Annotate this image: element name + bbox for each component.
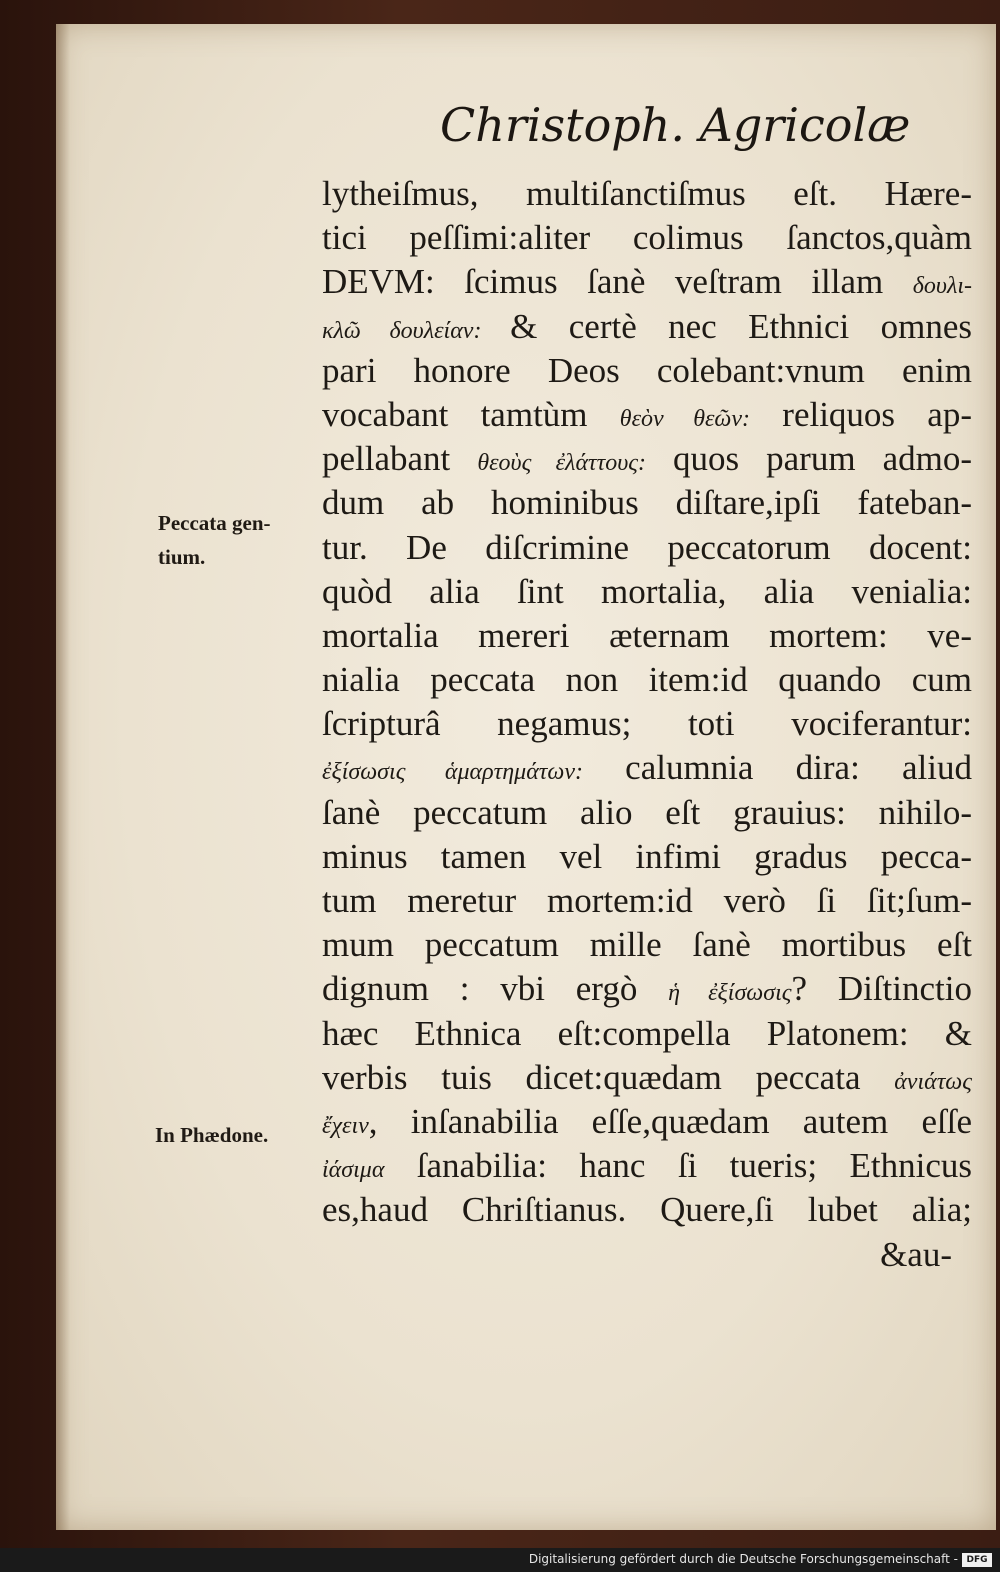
page-gutter-shadow [56,24,70,1530]
latin-text: dum ab hominibus diſtare,ipſi fateban- [322,483,972,523]
latin-text: mortalia mereri æternam mortem: ve- [322,615,972,655]
greek-phrase: ἐξίσωσις ἁμαρτημάτων: [322,759,583,786]
latin-text: ſcripturâ negamus; toti vociferantur: [322,704,972,744]
body-text [322,172,972,1277]
latin-text: dignum : vbi ergò [322,969,669,1009]
greek-phrase: ἔχειν [322,1112,369,1139]
latin-text: tur. De diſcrimine peccatorum docent: [322,527,972,567]
latin-text: DEVM: ſcimus ſanè veſtram illam [322,262,913,302]
text-line [322,481,972,525]
text-line [322,393,972,437]
latin-text: pellabant [322,439,478,479]
text-line [322,879,972,923]
text-line [322,1012,972,1056]
text-line [322,172,972,216]
latin-text: nialia peccata non item:id quando cum [322,660,972,700]
dfg-logo: DFG [962,1553,992,1567]
text-line [322,1144,972,1188]
running-head: Christoph. Agricolæ [440,98,911,152]
latin-text: verbis tuis dicet:quædam peccata [322,1057,895,1097]
footer-credit-text: Digitalisierung gefördert durch die Deutsche Forschungsgemeinschaft - [528,1552,958,1566]
greek-phrase: ἀνιάτως [894,1068,972,1095]
greek-phrase: θεοὺς ἐλάττους: [477,450,646,477]
latin-text: es,haud Chriſtianus. Quere,ſi lubet alia; [322,1190,972,1230]
text-line [322,1188,972,1232]
text-line [322,1100,972,1144]
margin-note-line: Peccata gen- [158,511,271,535]
latin-text: tici peſſimi:aliter colimus ſanctos,quàm [322,218,972,258]
margin-note-in-phaedone: In Phædone. [155,1123,269,1147]
text-line [322,305,972,349]
greek-phrase: ἰάσιμα [322,1157,385,1184]
text-line [322,349,972,393]
margin-note-line: tium. [158,545,206,569]
text-line [322,746,972,790]
text-line [322,658,972,702]
latin-text: ſanabilia: hanc ſi tueris; Ethnicus [384,1146,972,1186]
latin-text: & certè nec Ethnici omnes [510,306,973,346]
margin-note-peccata-gentium [158,506,271,574]
latin-text: minus tamen vel infimi gradus pecca- [322,836,972,876]
latin-text: mum peccatum mille ſanè mortibus eſt [322,925,972,965]
latin-text: , inſanabilia eſſe,quædam autem eſſe [368,1101,972,1141]
digitization-footer [0,1548,1000,1572]
text-line [322,437,972,481]
text-line [322,702,972,746]
text-line [322,570,972,614]
latin-text: quos parum admo- [645,439,973,479]
latin-text: reliquos ap- [750,394,972,434]
latin-text: &au- [880,1234,952,1274]
text-line [322,1056,972,1100]
latin-text: calumnia dira: aliud [582,748,972,788]
latin-text: hæc Ethnica eſt:compella Platonem: & [322,1013,972,1053]
text-line [322,260,972,304]
text-line [322,835,972,879]
text-line [322,216,972,260]
latin-text: ſanè peccatum alio eſt grauius: nihilo- [322,792,972,832]
latin-text: lytheiſmus, multiſanctiſmus eſt. Hære- [322,174,972,213]
latin-text: tum meretur mortem:id verò ſi ſit;ſum- [322,881,972,920]
text-line [322,923,972,967]
greek-phrase: δουλι- [912,273,972,300]
latin-text: quòd alia ſint mortalia, alia venialia: [322,571,972,611]
greek-phrase: ἡ ἐξίσωσις [668,980,792,1007]
text-line [322,1233,972,1277]
greek-phrase: θεὸν θεῶν: [619,405,751,432]
text-line [322,791,972,835]
latin-text: pari honore Deos colebant:vnum enim [322,350,972,390]
text-line [322,614,972,658]
greek-phrase: κλῶ δουλείαν: [322,317,511,344]
text-line [322,967,972,1011]
latin-text: ? Diſtinctio [791,969,972,1009]
latin-text: vocabant tamtùm [322,394,620,434]
text-line [322,526,972,570]
